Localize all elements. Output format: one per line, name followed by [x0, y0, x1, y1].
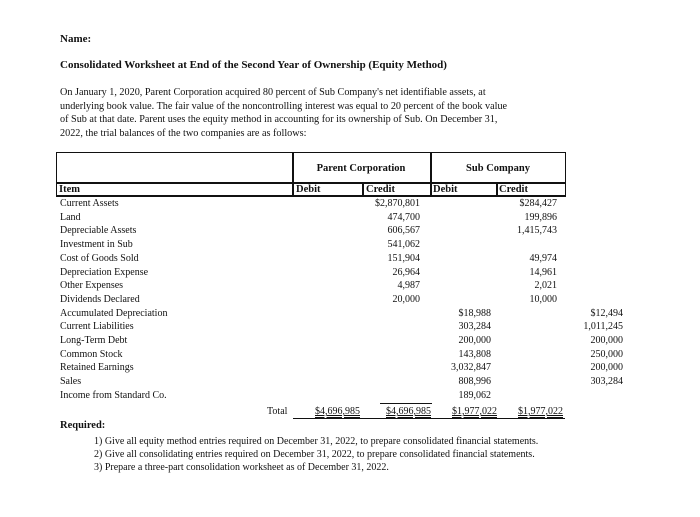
row-item: Current Liabilities	[60, 321, 134, 333]
total-row	[0, 405, 700, 419]
cell-sub-debit: $284,427	[519, 198, 557, 209]
cell-parent-credit: 303,284	[458, 321, 491, 333]
col-header-parent-credit: Credit	[366, 184, 395, 195]
cell-sub-credit: 200,000	[590, 335, 623, 346]
worksheet-heading: Consolidated Worksheet at End of the Second Year of Ownership (Equity Method)	[60, 59, 447, 71]
row-item: Depreciation Expense	[60, 266, 149, 278]
row-item: Depreciable Assets	[60, 225, 137, 237]
intro-line: On January 1, 2020, Parent Corporation acquired 80 percent of Sub Company's net identifiable assets, at	[60, 87, 486, 98]
cell-parent-debit: 606,567	[387, 225, 420, 237]
cell-parent-debit: $2,870,801	[375, 198, 420, 209]
row-item: Current Assets	[60, 198, 119, 209]
total-sub-credit: $1,977,022	[518, 406, 563, 417]
cell-sub-debit: 14,961	[529, 266, 557, 278]
cell-sub-debit: 1,415,743	[517, 225, 557, 237]
group-header-sub: Sub Company	[466, 163, 530, 174]
required-item: 2) Give all consolidating entries required on December 31, 2022, to prepare consolidated financial statements.	[94, 449, 535, 461]
cell-parent-debit: 151,904	[387, 252, 420, 264]
cell-sub-credit: 200,000	[590, 362, 623, 374]
row-item: Accumulated Depreciation	[60, 307, 168, 319]
col-header-sub-debit: Debit	[433, 184, 458, 195]
total-parent-debit: $4,696,985	[315, 406, 360, 417]
row-item: Investment in Sub	[60, 239, 133, 251]
row-item: Income from Standard Co.	[60, 389, 167, 401]
row-item: Land	[60, 211, 81, 223]
divider-sub-credit	[496, 182, 498, 196]
cell-sub-credit: 303,284	[590, 376, 623, 388]
cell-sub-credit: 250,000	[590, 348, 623, 360]
cell-sub-debit: 199,896	[524, 211, 557, 223]
subtotal-rule	[380, 403, 432, 404]
cell-sub-credit: $12,494	[590, 307, 623, 319]
row-item: Cost of Goods Sold	[60, 252, 139, 264]
row-item: Common Stock	[60, 348, 123, 360]
cell-sub-debit: 2,021	[534, 280, 557, 292]
total-label: Total	[267, 406, 288, 417]
total-rule	[293, 418, 565, 419]
cell-sub-debit: 49,974	[529, 252, 557, 264]
cell-sub-credit: 1,011,245	[583, 321, 623, 333]
cell-parent-debit: 26,964	[392, 266, 420, 278]
required-item: 1) Give all equity method entries required on December 31, 2022, to prepare consolidated financial statements.	[94, 436, 539, 447]
required-list	[94, 435, 538, 475]
row-item: Long-Term Debt	[60, 335, 128, 346]
cell-parent-credit: $18,988	[458, 307, 491, 319]
row-item: Other Expenses	[60, 280, 124, 292]
group-header-parent: Parent Corporation	[316, 163, 406, 174]
row-item: Retained Earnings	[60, 362, 134, 374]
row-item: Sales	[60, 376, 82, 388]
intro-line: underlying book value. The fair value of the noncontrolling interest was equal to 20 percent of the book value	[60, 100, 508, 112]
required-item: 3) Prepare a three-part consolidation worksheet as of December 31, 2022.	[94, 462, 389, 474]
name-label: Name:	[60, 33, 92, 45]
cell-parent-debit: 20,000	[392, 293, 420, 305]
cell-parent-credit: 200,000	[458, 335, 491, 346]
cell-parent-credit: 189,062	[458, 389, 491, 401]
intro-paragraph	[60, 86, 580, 140]
required-label: Required:	[60, 420, 106, 431]
cell-parent-debit: 4,987	[397, 280, 420, 292]
cell-sub-debit: 10,000	[529, 293, 557, 305]
col-header-item: Item	[59, 184, 80, 195]
intro-line: of Sub at that date. Parent uses the equity method in accounting for its ownership of Sub. On December 31,	[60, 114, 498, 125]
cell-parent-debit: 474,700	[387, 211, 420, 223]
row-item: Dividends Declared	[60, 293, 140, 305]
divider-sub-left	[430, 152, 432, 196]
cell-parent-credit: 143,808	[458, 348, 491, 360]
col-header-parent-debit: Debit	[296, 184, 321, 195]
intro-line: 2022, the trial balances of the two companies are as follows:	[60, 127, 307, 139]
divider-parent-left	[292, 152, 294, 196]
total-sub-debit: $1,977,022	[452, 406, 497, 417]
cell-parent-debit: 541,062	[387, 239, 420, 251]
total-parent-credit: $4,696,985	[386, 406, 431, 417]
cell-parent-credit: 3,032,847	[451, 362, 491, 374]
col-header-sub-credit: Credit	[499, 184, 528, 195]
divider-parent-credit	[362, 182, 364, 196]
cell-parent-credit: 808,996	[458, 376, 491, 388]
